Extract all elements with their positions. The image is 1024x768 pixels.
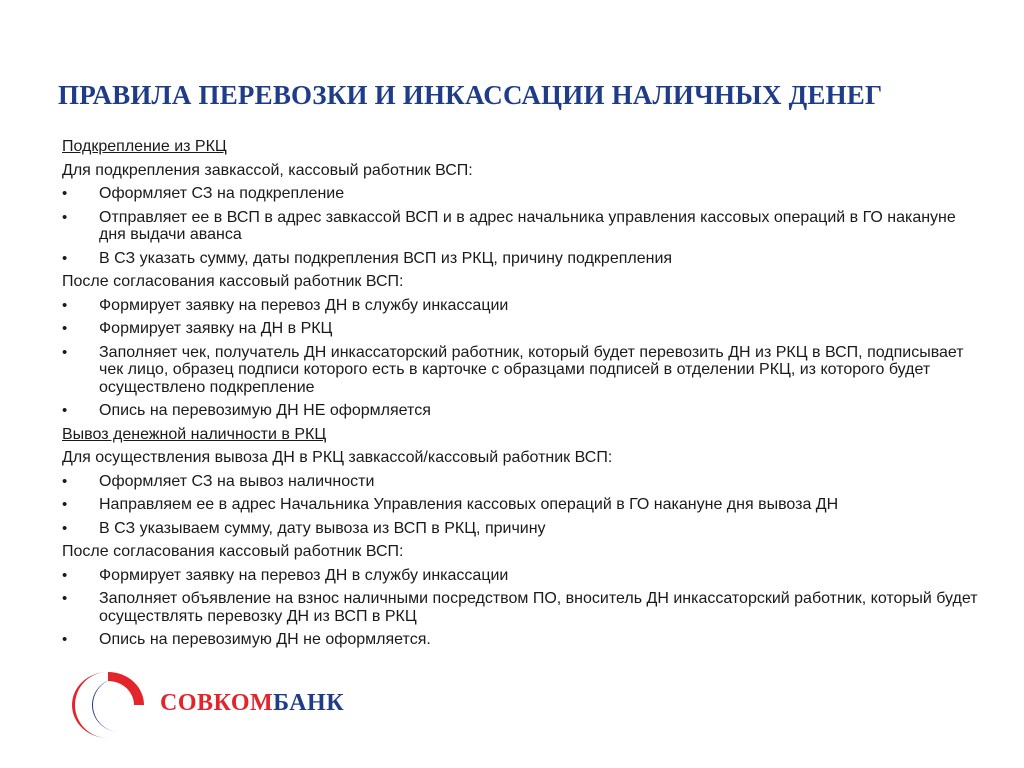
- list-item: [62, 185, 982, 203]
- bullet-icon: •: [62, 208, 68, 226]
- sovcombank-logo-text: [160, 690, 344, 717]
- list-item: [62, 297, 982, 315]
- logo-text-sovcom: СОВКОМ: [160, 690, 274, 716]
- section-intro: Для подкрепления завкассой, кассовый работник ВСП:: [62, 161, 473, 179]
- sovcombank-logo: [68, 670, 368, 740]
- list-item: [62, 496, 982, 514]
- list-item-text: Формирует заявку на перевоз ДН в службу инкассации: [99, 566, 509, 584]
- list-item-text: Оформляет СЗ на вывоз наличности: [99, 472, 375, 490]
- bullet-icon: •: [62, 320, 68, 337]
- list-item: [62, 473, 982, 491]
- list-item: [62, 567, 982, 585]
- list-item: [62, 209, 982, 244]
- bullet-icon: •: [62, 631, 68, 648]
- list-item-text: Опись на перевозимую ДН не оформляется.: [99, 631, 431, 648]
- list-item: [62, 320, 982, 338]
- bullet-icon: •: [62, 590, 68, 607]
- list-item-text: Опись на перевозимую ДН НЕ оформляется: [99, 402, 431, 419]
- bullet-icon: •: [62, 496, 68, 513]
- list-item: [62, 631, 982, 649]
- list-item: [62, 520, 982, 538]
- list-item-text: Заполняет объявление на взнос наличными посредством ПО, вноситель ДН инкассаторский работник, который будет осуществлять перевозку ДН из ВСП в РКЦ: [99, 590, 978, 625]
- bullet-icon: •: [62, 343, 68, 361]
- list-item-text: Направляем ее в адрес Начальника Управления кассовых операций в ГО накануне дня вывоза ДН: [99, 496, 839, 513]
- list-item-text: Отправляет ее в ВСП в адрес завкассой ВСП и в адрес начальника управления кассовых операций в ГО накануне дня выдачи аванса: [99, 208, 956, 243]
- list-item-text: В СЗ указать сумму, даты подкрепления ВСП из РКЦ, причину подкрепления: [99, 249, 673, 267]
- bullet-icon: •: [62, 566, 68, 584]
- section-heading-reinforcement: Подкрепление из РКЦ: [62, 138, 227, 155]
- bullet-icon: •: [62, 296, 68, 314]
- section-intro: Для осуществления вывоза ДН в РКЦ завкассой/кассовый работник ВСП:: [62, 449, 613, 466]
- slide-title: ПРАВИЛА ПЕРЕВОЗКИ И ИНКАССАЦИИ НАЛИЧНЫХ ДЕНЕГ: [58, 80, 883, 110]
- section-heading-cash-removal: Вывоз денежной наличности в РКЦ: [62, 425, 327, 443]
- bullet-icon: •: [62, 402, 68, 419]
- list-item-text: Формирует заявку на перевоз ДН в службу инкассации: [99, 296, 509, 314]
- list-item-text: Оформляет СЗ на подкрепление: [99, 185, 345, 202]
- list-item: [62, 344, 982, 397]
- section-intro-after-approval: После согласования кассовый работник ВСП:: [62, 543, 404, 560]
- list-item-text: Заполняет чек, получатель ДН инкассаторский работник, который будет перевозить ДН из РКЦ в ВСП, подписывает чек лицо, образец подписи которого есть в карточке с образцами подписей в отделении РКЦ, из которого будет осуществлено подкрепление: [99, 343, 964, 396]
- logo-text-bank: БАНК: [273, 690, 345, 716]
- list-item: [62, 402, 982, 420]
- bullet-icon: •: [62, 472, 68, 490]
- bullet-icon: •: [62, 185, 68, 202]
- list-item-text: Формирует заявку на ДН в РКЦ: [99, 320, 333, 337]
- slide-content: [62, 138, 982, 655]
- list-item: [62, 590, 982, 625]
- sovcombank-logo-icon: [68, 670, 148, 740]
- section-intro-after-approval: После согласования кассовый работник ВСП:: [62, 273, 404, 290]
- bullet-icon: •: [62, 249, 68, 267]
- list-item-text: В СЗ указываем сумму, дату вывоза из ВСП в РКЦ, причину: [99, 519, 546, 537]
- list-item: [62, 250, 982, 268]
- bullet-icon: •: [62, 519, 68, 537]
